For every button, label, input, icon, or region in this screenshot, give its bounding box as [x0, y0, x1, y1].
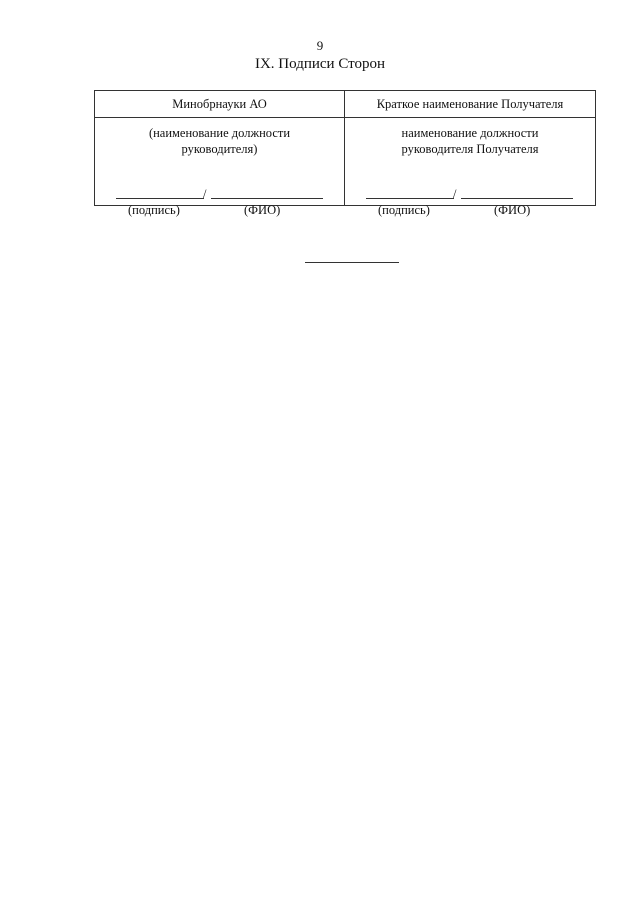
left-signature-caption: (подпись) — [128, 203, 180, 217]
right-signature-caption: (подпись) — [378, 203, 430, 217]
left-captions — [116, 202, 326, 218]
right-signature-cell — [345, 118, 595, 217]
right-position-line2: руководителя Получателя — [401, 142, 539, 156]
left-position-line1: (наименование должности — [148, 126, 291, 140]
left-name-blank — [211, 198, 323, 199]
left-position-label — [95, 125, 344, 157]
left-signature-slash: / — [203, 187, 207, 201]
right-party-header — [345, 91, 595, 118]
right-signature-slash: / — [453, 187, 457, 201]
page-number: 9 — [316, 38, 324, 53]
right-party-name: Краткое наименование Получателя — [376, 96, 564, 111]
right-position-line1: наименование должности — [401, 126, 539, 140]
section-title: IX. Подписи Сторон — [254, 56, 386, 72]
end-of-document-rule — [305, 262, 399, 263]
left-signature-blank — [116, 198, 204, 199]
left-party-name: Минобрнауки АО — [172, 96, 267, 111]
right-signature-blank — [366, 198, 454, 199]
right-position-label — [345, 125, 595, 157]
right-captions — [366, 202, 576, 218]
right-name-caption: (ФИО) — [494, 203, 531, 217]
left-party-header — [95, 91, 345, 118]
signature-table — [94, 90, 596, 217]
left-position-line2: руководителя) — [181, 142, 258, 156]
right-signature-lines — [366, 183, 576, 201]
right-name-blank — [461, 198, 573, 199]
left-name-caption: (ФИО) — [244, 203, 281, 217]
left-signature-cell — [95, 118, 345, 217]
left-signature-lines — [116, 183, 326, 201]
